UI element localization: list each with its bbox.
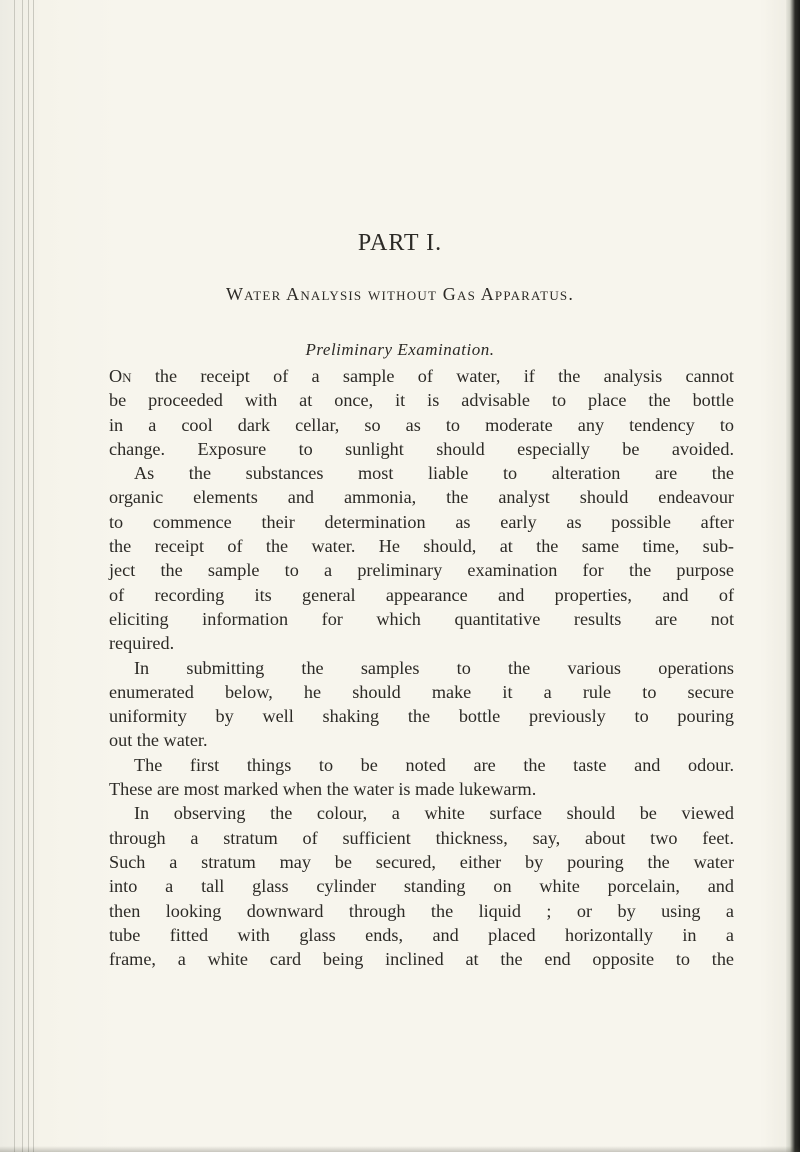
- text-line: of recording its general appearance and properties, and of: [109, 584, 734, 605]
- text-line: [109, 364, 734, 388]
- text-line: be proceeded with at once, it is advisable to place the bottle: [109, 390, 734, 411]
- text-line: out the water.: [109, 730, 208, 751]
- subsection-title: Preliminary Examination.: [305, 340, 495, 359]
- text-line: into a tall glass cylinder standing on white porcelain, and: [109, 876, 734, 897]
- drop-word: On: [109, 366, 132, 386]
- text-line: In observing the colour, a white surface should be viewed: [134, 803, 734, 824]
- text-line: uniformity by well shaking the bottle previously to pouring: [109, 706, 734, 727]
- text-line: These are most marked when the water is made lukewarm.: [109, 779, 537, 800]
- body-text: [109, 364, 734, 971]
- gutter-line: [14, 0, 15, 1152]
- text-line: tube fitted with glass ends, and placed horizontally in a: [109, 924, 734, 945]
- text-line: required.: [109, 633, 175, 654]
- part-title: PART I.: [357, 230, 443, 256]
- page-binding-edge: [786, 0, 800, 1152]
- text-line: through a stratum of sufficient thickness, say, about two feet.: [109, 827, 734, 848]
- gutter-line: [33, 0, 34, 1152]
- gutter-line: [28, 0, 29, 1152]
- text-line: Such a stratum may be secured, either by pouring the water: [109, 851, 734, 872]
- text-line: As the substances most liable to alteration are the: [134, 463, 734, 484]
- text-line-rest: the receipt of a sample of water, if the analysis cannot: [131, 366, 734, 386]
- text-line: enumerated below, he should make it a rule to secure: [109, 681, 734, 702]
- text-line: the receipt of the water. He should, at the same time, sub-: [109, 536, 734, 557]
- text-line: eliciting information for which quantitative results are not: [109, 608, 734, 629]
- text-line: organic elements and ammonia, the analyst should endeavour: [109, 487, 734, 508]
- text-line: in a cool dark cellar, so as to moderate any tendency to: [109, 414, 734, 435]
- text-line: The first things to be noted are the taste and odour.: [134, 754, 734, 775]
- text-line: change. Exposure to sunlight should especially be avoided.: [109, 438, 734, 459]
- text-line: ject the sample to a preliminary examination for the purpose: [109, 560, 734, 581]
- page-bottom-shadow: [0, 1146, 800, 1152]
- text-line: then looking downward through the liquid ; or by using a: [109, 900, 734, 921]
- section-title: Water Analysis without Gas Apparatus.: [225, 284, 575, 304]
- text-line: to commence their determination as early as possible after: [109, 511, 734, 532]
- text-line: In submitting the samples to the various operations: [134, 657, 734, 678]
- text-line: frame, a white card being inclined at the end opposite to the: [109, 949, 734, 970]
- gutter-line: [22, 0, 23, 1152]
